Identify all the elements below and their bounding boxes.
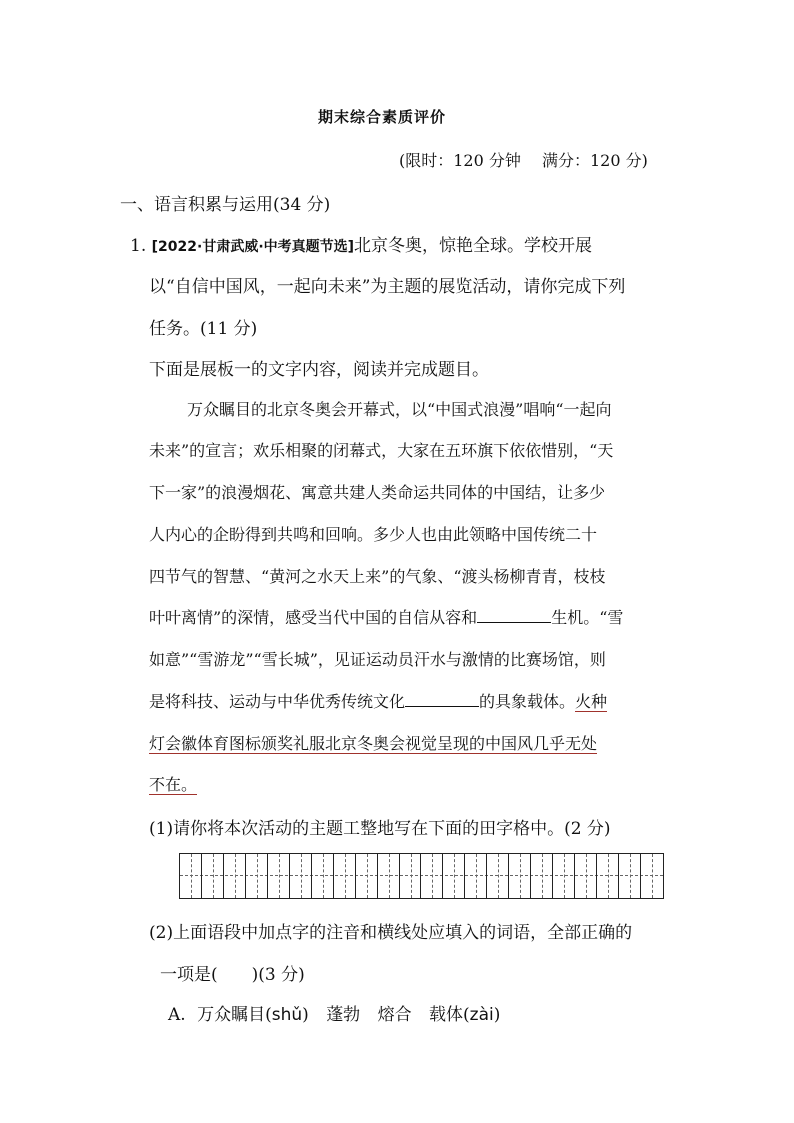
grid-cell-midline xyxy=(389,854,390,898)
question-1-line2: 以“自信中国风，一起向未来”为主题的展览活动，请你完成下列 xyxy=(149,277,626,297)
underlined-sentence: 火种 xyxy=(575,692,608,711)
option-pinyin: shǔ xyxy=(271,1005,303,1025)
grid-cell-midline xyxy=(367,854,368,898)
sub-question-1: (1)请你将本次活动的主题工整地写在下面的田字格中。(2 分) xyxy=(149,819,611,839)
grid-cell-midline xyxy=(257,854,258,898)
exam-meta: (限时：120 分钟 满分：120 分) xyxy=(399,151,648,170)
passage-line: 如意”“雪游龙”“雪长城”，见证运动员汗水与激情的比赛场馆，则 xyxy=(149,650,606,669)
grid-cell-midline xyxy=(542,854,543,898)
section-heading: 一、语言积累与运用(34 分) xyxy=(120,195,331,215)
grid-cell-midline xyxy=(235,854,236,898)
grid-cell-midline xyxy=(630,854,631,898)
passage-text: 的具象载体。 xyxy=(479,692,576,711)
grid-cell-midline xyxy=(411,854,412,898)
option-paren: ) xyxy=(493,1005,501,1025)
passage-text: 是将科技、运动与中华优秀传统文化 xyxy=(149,692,406,711)
page-title: 期末综合素质评价 xyxy=(318,108,447,126)
passage-line: 未来”的宣言；欢乐相聚的闭幕式，大家在五环旗下依依惜别，“天 xyxy=(149,441,614,460)
grid-cell-midline xyxy=(520,854,521,898)
passage-line xyxy=(149,772,197,795)
option-pinyin: zài xyxy=(469,1005,494,1025)
tianzige-grid[interactable] xyxy=(179,853,664,899)
grid-cell-midline xyxy=(652,854,653,898)
underlined-sentence: 灯会徽体育图标颁奖礼服北京冬奥会视觉呈现的中国风几乎无处 xyxy=(149,734,598,753)
option-label: A. xyxy=(168,1005,186,1025)
grid-cell-midline xyxy=(432,854,433,898)
passage-line: 四节气的智慧、“黄河之水天上来”的气象、“渡头杨柳青青，枝枝 xyxy=(149,567,606,586)
passage-text: 生机。“雪 xyxy=(551,608,624,627)
grid-cell-midline xyxy=(345,854,346,898)
grid-cell-midline xyxy=(564,854,565,898)
question-1-line1 xyxy=(130,231,592,256)
question-1-intro: 下面是展板一的文字内容，阅读并完成题目。 xyxy=(149,360,489,380)
option-word: 载体( xyxy=(429,1005,470,1025)
sub-question-2-line2: 一项是( )(3 分) xyxy=(160,965,305,985)
grid-cell-midline xyxy=(301,854,302,898)
grid-cell-midline xyxy=(191,854,192,898)
sub-question-2-line1: (2)上面语段中加点字的注音和横线处应填入的词语，全部正确的 xyxy=(149,923,633,943)
option-word: 熔合 xyxy=(377,1005,412,1025)
grid-cell-midline xyxy=(608,854,609,898)
grid-cell-midline xyxy=(498,854,499,898)
fill-blank-2[interactable] xyxy=(405,692,479,707)
grid-cell-midline xyxy=(454,854,455,898)
passage-line: 下一家”的浪漫烟花、寓意共建人类命运共同体的中国结，让多少 xyxy=(149,483,606,502)
passage-text: 叶叶离情”的深情，感受当代中国的自信从容和 xyxy=(149,608,478,627)
passage-line xyxy=(149,689,607,712)
grid-cell-midline xyxy=(213,854,214,898)
grid-cell-midline xyxy=(476,854,477,898)
grid-cell-midline xyxy=(323,854,324,898)
question-1-line3: 任务。(11 分) xyxy=(149,319,258,339)
grid-cell-midline xyxy=(279,854,280,898)
question-source-tag: [2022·甘肃武威·中考真题节选] xyxy=(151,239,355,255)
option-word: 蓬勃 xyxy=(326,1005,361,1025)
grid-cell-midline xyxy=(586,854,587,898)
fill-blank-1[interactable] xyxy=(477,608,551,623)
passage-line xyxy=(149,731,597,754)
passage-line: 人内心的企盼得到共鸣和回响。多少人也由此领略中国传统二十 xyxy=(149,525,598,544)
option-word: 万众瞩目( xyxy=(197,1005,272,1025)
question-text: 北京冬奥，惊艳全球。学校开展 xyxy=(354,236,593,256)
option-paren: ) xyxy=(302,1005,309,1025)
question-number: 1. xyxy=(130,236,147,256)
underlined-sentence: 不在。 xyxy=(149,775,198,794)
option-a[interactable] xyxy=(168,1000,500,1025)
passage-line xyxy=(149,605,623,628)
passage-line: 万众瞩目的北京冬奥会开幕式，以“中国式浪漫”唱响“一起向 xyxy=(187,400,612,419)
